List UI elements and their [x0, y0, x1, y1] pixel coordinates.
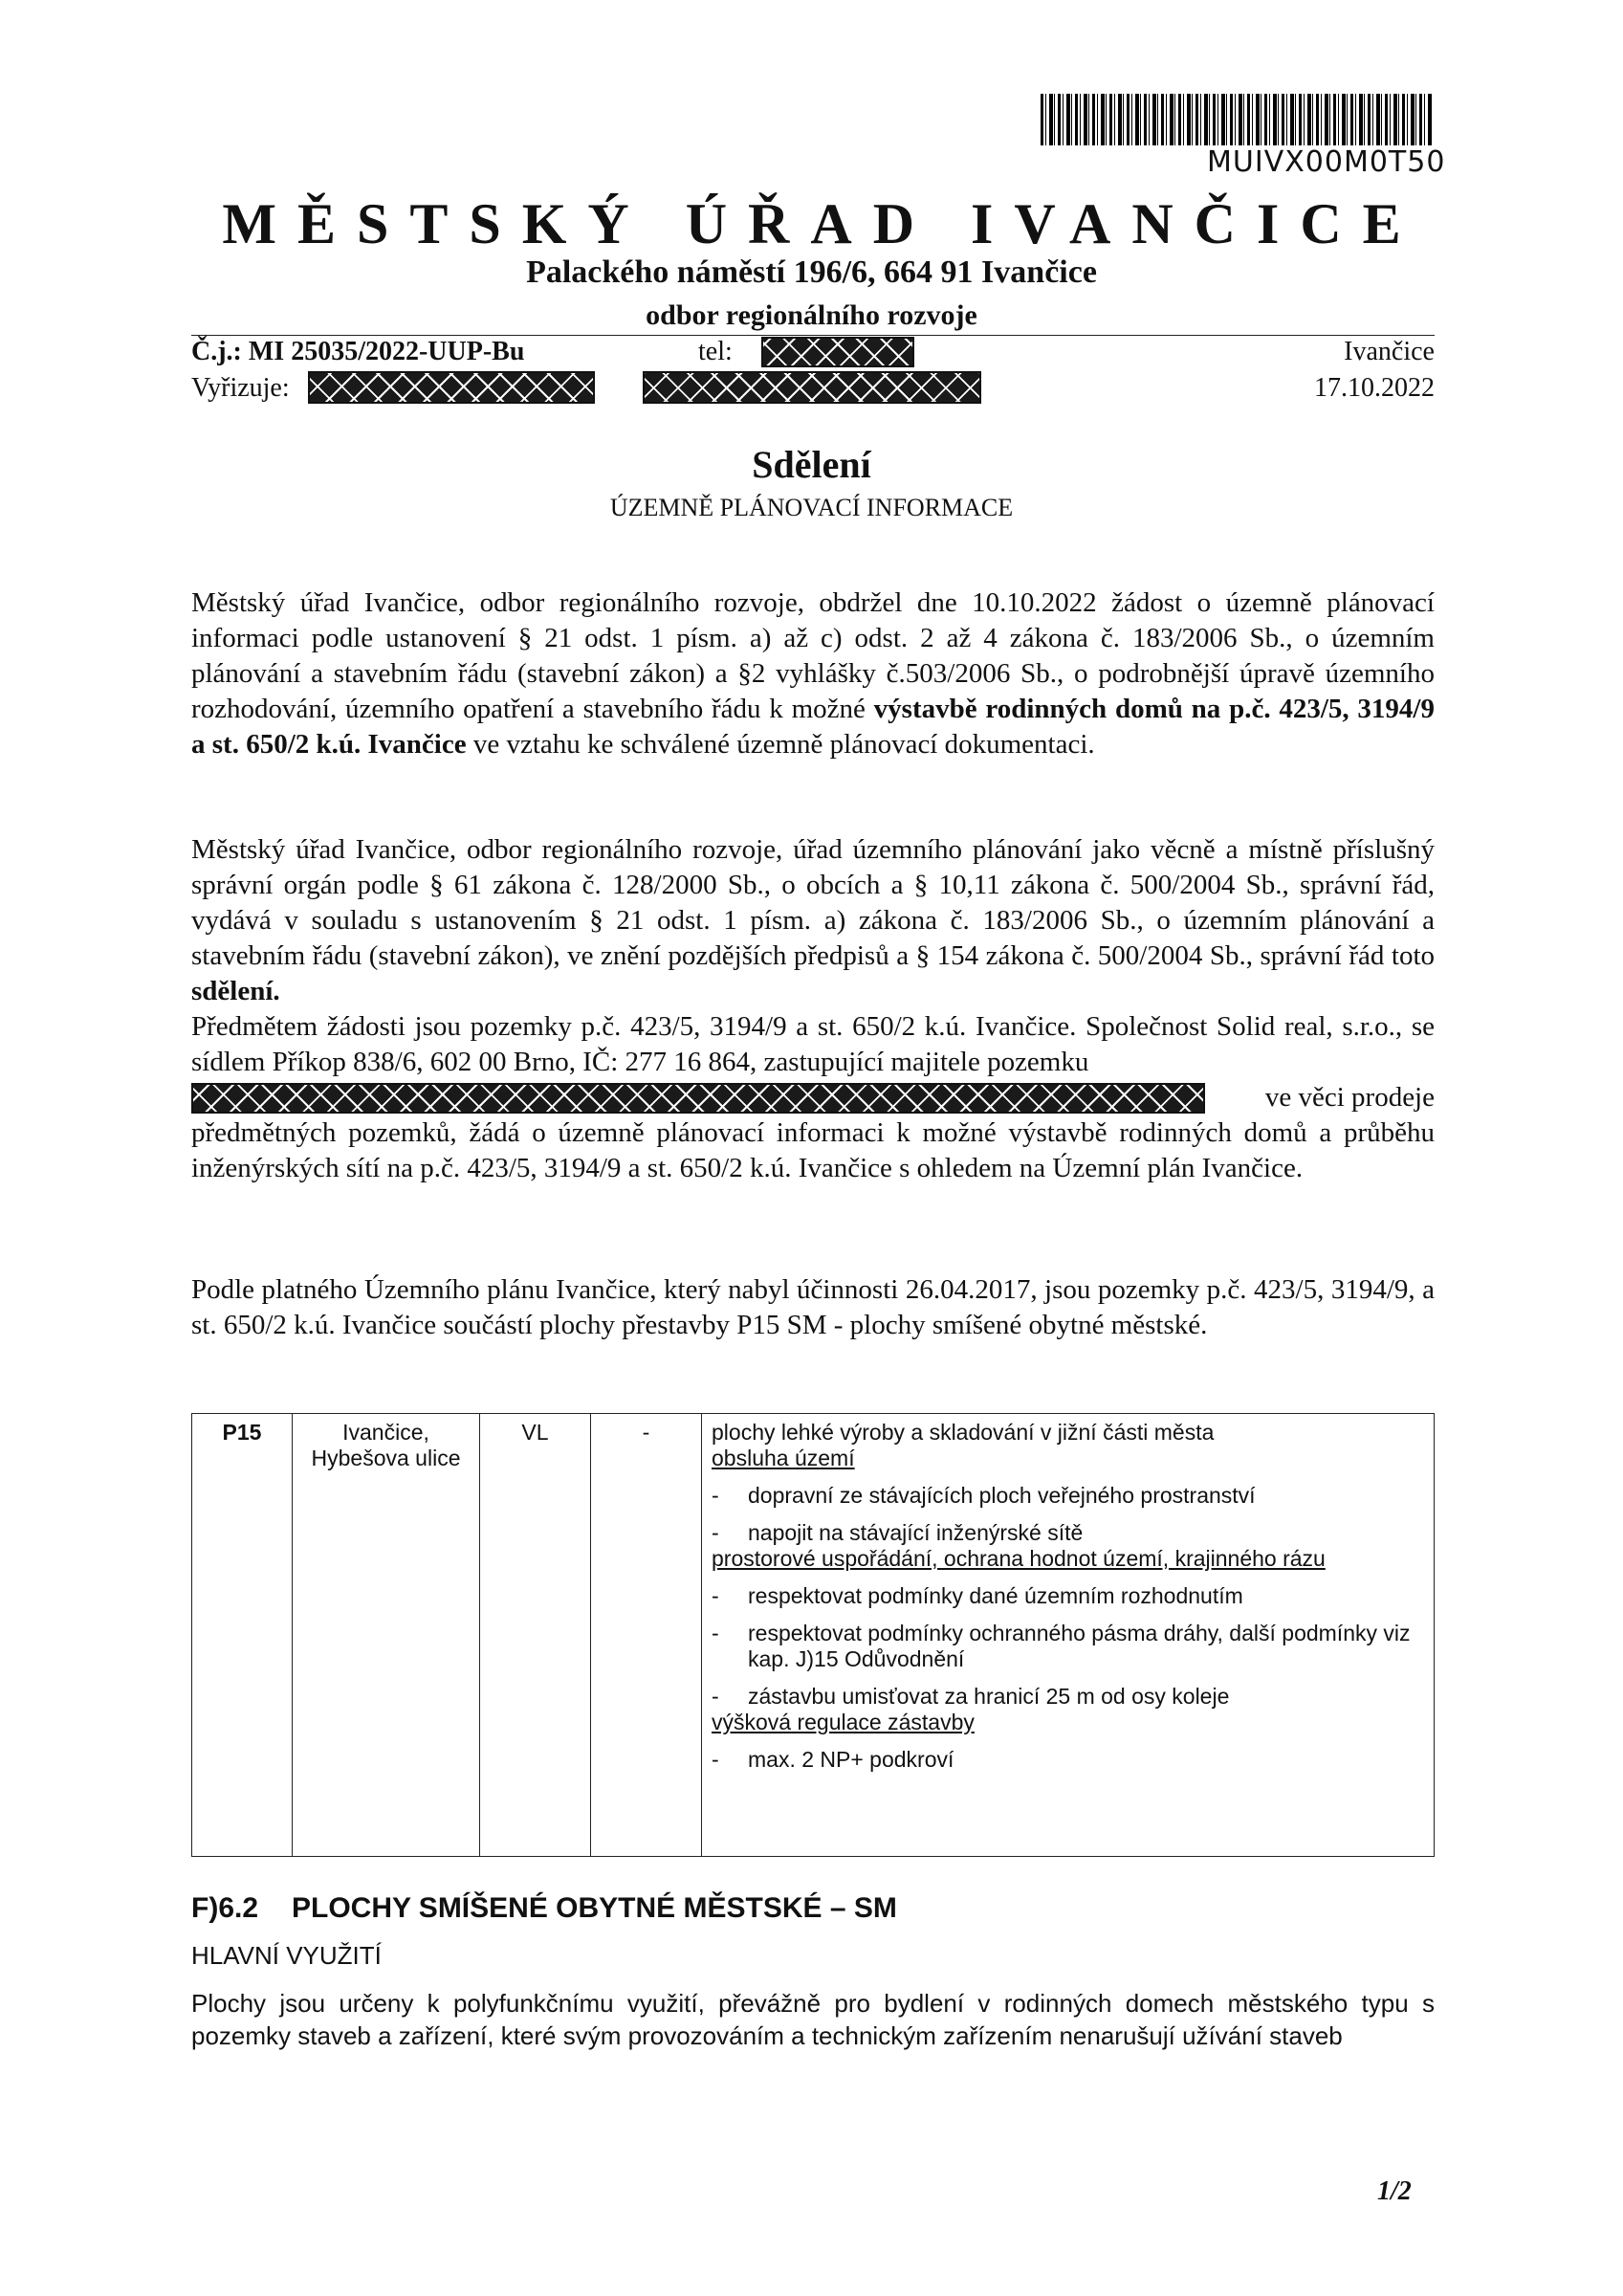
heading-spatial: prostorové uspořádání, ochrana hodnot území, krajinného rázu [712, 1546, 1326, 1571]
area-location: Ivančice, Hybešova ulice [293, 1414, 480, 1857]
list-item: - zástavbu umisťovat za hranicí 25 m od osy koleje [712, 1684, 1230, 1709]
list-item: - dopravní ze stávajících ploch veřejného prostranství [712, 1483, 1256, 1508]
reference-number [191, 337, 524, 367]
barcode [1041, 94, 1433, 145]
paragraph-request [191, 585, 1435, 762]
document-subtitle: ÚZEMNĚ PLÁNOVACÍ INFORMACE [609, 494, 1014, 521]
list-item: - max. 2 NP+ podkroví [712, 1747, 954, 1772]
area-code: P15 [192, 1414, 293, 1857]
page-number: 1/2 [1377, 2176, 1412, 2206]
list-item: - napojit na stávající inženýrské sítě [712, 1520, 1084, 1545]
reference-value: MI 25035/2022-UUP-Bu [248, 337, 525, 366]
heading-service: obsluha území [712, 1446, 855, 1470]
area-conditions [702, 1414, 1435, 1857]
section-subtitle: HLAVNÍ VYUŽITÍ [191, 1941, 382, 1970]
area-dash: - [591, 1414, 702, 1857]
list-item: - respektovat podmínky dané územním rozhodnutím [712, 1583, 1243, 1608]
p4-text: Podle platného Územního plánu Ivančice, který nabyl účinnosti 26.04.2017, jsou pozemky p.č. 423/5, 3194/9, a st. 650/2 k.ú. Ivančice součástí plochy přestavby P15 SM - plochy smíšené obytné městské. [191, 1274, 1435, 1340]
section-title: PLOCHY SMÍŠENÉ OBYTNÉ MĚSTSKÉ – SM [292, 1892, 897, 1924]
redacted-phone [761, 337, 914, 367]
p1-text: Městský úřad Ivančice, odbor regionálního rozvoje, obdržel dne 10.10.2022 žádost o územně plánovací informaci podle ustanovení § 21 odst. 1 písm. a) až c) odst. 2 až 4 zákona č. 183/2006 Sb., o územním plánování a stavebním řádu (stavební zákon) a §2 vyhlášky č.503/2006 Sb., o podrobnější úpravě územního rozhodování, územního opatření a stavebního řádu k možné [191, 587, 1435, 724]
redacted-email [643, 371, 981, 404]
p3-text-end: předmětných pozemků, žádá o územně plánovací informaci k možné výstavbě rodinných domů a průběhu inženýrských sítí na p.č. 423/5, 3194/9 a st. 650/2 k.ú. Ivančice s ohledem na Územní plán Ivančice. [191, 1117, 1435, 1183]
reference-label: Č.j.: [191, 337, 242, 366]
p2-text: Městský úřad Ivančice, odbor regionálního rozvoje, úřad územního plánování jako věcně a místně příslušný správní orgán podle § 61 zákona č. 128/2000 Sb., o obcích a § 10,11 zákona č. 500/2004 Sb., správní řád, vydává v souladu s ustanovením § 21 odst. 1 písm. a) zákona č. 183/2006 Sb., o územním plánování a stavebním řádu (stavební zákon), ve znění pozdějších předpisů a § 154 zákona č. 500/2004 Sb., správní řád toto [191, 834, 1435, 971]
section-body: Plochy jsou určeny k polyfunkčnímu využití, převážně pro bydlení v rodinných domech městského typu s pozemky staveb a zařízení, které svým provozováním a technickým zařízením nenarušují užívání staveb [191, 1989, 1435, 2050]
redacted-owner [191, 1083, 1205, 1114]
office-address: Palackého náměstí 196/6, 664 91 Ivančice [526, 254, 1097, 290]
redacted-handler [308, 371, 595, 404]
place: Ivančice [1344, 337, 1435, 366]
section-number: F)6.2 [191, 1892, 259, 1924]
department: odbor regionálního rozvoje [646, 299, 977, 331]
date: 17.10.2022 [1314, 373, 1435, 403]
paragraph-plan [191, 1272, 1435, 1343]
document-title: Sdělení [752, 443, 871, 486]
p3-matter: ve věci prodeje [1264, 1082, 1435, 1113]
list-item: - respektovat podmínky ochranného pásma dráhy, další podmínky viz kap. J)15 Odůvodnění [712, 1621, 1411, 1671]
conditions-intro: plochy lehké výroby a skladování v jižní části města [712, 1420, 1215, 1445]
header-divider [191, 335, 1435, 336]
office-name: MĚSTSKÝ ÚŘAD IVANČICE [222, 192, 1422, 255]
section-heading [191, 1892, 897, 1925]
paragraph-authority [191, 832, 1435, 1186]
handler-label: Vyřizuje: [191, 373, 290, 403]
p1-bold: výstavbě rodinných domů na p.č. 423/5, 3194/9 a st. 650/2 k.ú. Ivančice [191, 694, 1435, 760]
area-type: VL [480, 1414, 591, 1857]
tel-label: tel: [698, 337, 733, 366]
p2-bold: sdělení. [191, 976, 280, 1006]
table-row [192, 1414, 1435, 1857]
barcode-code: MUIVX00M0T50 [1207, 145, 1446, 179]
heading-height: výšková regulace zástavby [712, 1710, 975, 1734]
regulation-table [191, 1413, 1435, 1857]
p3-text: Předmětem žádosti jsou pozemky p.č. 423/5, 3194/9 a st. 650/2 k.ú. Ivančice. Společnost Solid real, s.r.o., se sídlem Příkop 838/6, 602 00 Brno, IČ: 277 16 864, zastupující majitele pozemku [191, 1011, 1435, 1077]
p1-text-end: ve vztahu ke schválené územně plánovací dokumentaci. [466, 729, 1095, 760]
